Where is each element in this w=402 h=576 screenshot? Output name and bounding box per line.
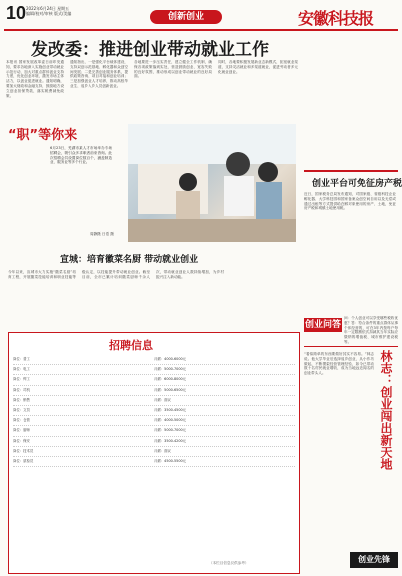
recruit-list [13,355,295,555]
editor-line: 编辑/校对/审核 版式/美编 [26,11,72,16]
recruit-cell: 岗位：销售 [13,397,30,402]
recruit-cell: 月薪：4000-6000元 [154,357,187,361]
linxiao-vertical-title: 林志：创业闯出新天地 [379,350,393,470]
recruit-cell: 岗位：质检员 [13,459,34,464]
issue-date: 2022年6月24日 星期五 [26,6,70,11]
section-tag: 创新创业 [150,10,222,24]
recruit-box [8,332,300,574]
main-article-col-4: 同时，各地要积极发展新业态新模式，拓宽就业渠道，支持灵活就业和多渠道就业，促进劳动者多元化就业创业。 [218,60,298,74]
recruit-row [13,457,295,467]
photo-caption: 6月23日，芜湖市某人才市场举办专场招聘会，吸引众多求职者前来咨询。此次招聘会共设置岗位数百个，涵盖制造业、服务业等多个行业。 [50,146,112,165]
qa-body: 问：个人创业可以享受哪些税收优惠？答：符合条件的重点群体从事个体经营的，可在3年内按每户每年一定限额依次扣减其当年实际应缴纳的增值税、城市维护建设税等。 [344,316,398,344]
recruit-cell: 月薪：面议 [154,397,171,402]
main-headline: 发改委：推进创业带动就业工作 [31,40,269,60]
recruit-cell: 月薪：5000-6500元 [154,387,187,392]
qa-label: 创业问答 [304,320,341,330]
recruit-row [13,426,295,436]
date-line [26,6,71,16]
recruit-title: 招聘信息 [109,339,153,352]
recruit-row [13,406,295,416]
recruit-cell: 岗位：文员 [13,408,30,413]
right-column-rule [304,170,398,172]
photo-story-title-block [8,124,100,146]
recruit-rows [13,355,295,467]
recruit-cell: 岗位：司机 [13,387,30,392]
linxiao-rule [304,346,398,347]
job-fair-photo [128,124,296,242]
recruit-cell: 月薪：3500-4200元 [154,438,187,443]
recruit-row [13,396,295,406]
recruit-cell: 岗位：厨师 [13,428,30,433]
recruit-row [13,447,295,457]
recruit-cell: 岗位：电工 [13,367,30,372]
right-story-body: 近日，国家税务总局发布通知，对国家级、省级科技企业孵化器、大学科技园和国家备案众创空间自用以及无偿或通过出租等方式提供给在孵对象使用的房产、土地，免征房产税和城镇土地使用税。 [304,192,396,211]
recruit-cell: 月薪：4500-5500元 [154,459,187,464]
main-article-col-2: 通知指出，一是强化平台载体建设，支持双创示范基地、孵化器和众创空间发展；二是完善创业服务体系，提供政策咨询、项目对接和创业培训；三是加强创业人才培养，推动高校毕业生、返乡入乡人员创新创业。 [70,60,128,88]
recruit-row [13,386,295,396]
recruit-cell: 岗位：仓管 [13,418,30,423]
xuancheng-body: 今年以来，宣城市大力实施“徽菜名厨”培育工程，开展徽菜技能培训和职业技能等级认定，以技能提升带动就业创业。截至目前，全市已累计培训徽菜厨师千余人次，带动就业创业人数持续增加，为乡村振兴注入新动能。 [8,270,224,279]
main-article-col-1: 本报讯 国家发展改革委日前印发通知，要求各地深入实施创业带动就业示范行动，加大对重点群体创业支持力度，优化创业环境，激发市场主体活力，以创业促进就业。通知明确，要加大财政和金融支持，鼓励地方设立创业担保贷款，落实税费减免政策。 [6,60,64,98]
recruit-footer: （本栏目信息仅供参考） [209,561,249,565]
recruit-row [13,437,295,447]
recruit-cell: 月薪：3500-4500元 [154,408,187,413]
photo-story-title: “职”等你来 [8,128,78,143]
photo-credit: 周静摄 日语 摄 [90,232,114,236]
paper-logo: 安徽科技报 [298,9,374,28]
page-number: 10 [6,3,27,23]
header-rule [4,29,398,31]
recruit-cell: 岗位：技术员 [13,448,34,453]
job-fair-photo-illustration [128,124,296,242]
recruit-cell: 岗位：普工 [13,357,30,361]
recruit-cell: 月薪：5000-7000元 [154,367,187,372]
recruit-row [13,375,295,385]
recruit-cell: 岗位：保安 [13,438,30,443]
linxiao-tag: 创业先锋 [350,552,398,568]
page-header [0,0,402,30]
recruit-cell: 月薪：4000-5000元 [154,418,187,423]
recruit-cell: 月薪：6000-8000元 [154,377,187,382]
main-article-col-3: 各地要进一步压实责任，建立健全工作机制，确保各项政策落到实处，营造鼓励创业、宽容失败的良好氛围，推动形成以创业带动就业的良好局面。 [134,60,212,79]
recruit-cell: 月薪：面议 [154,448,171,453]
right-story-headline: 创业平台可免征房产税 [312,179,402,189]
recruit-row [13,365,295,375]
recruit-row [13,355,295,365]
linxiao-body: “看似简单的东西要做好其实不容易。”林志说。他大学毕业后选择返乡创业，从小作坊做起，不断摸索经营管理经验，如今已带动数十名村民就业增收，成为当地远近闻名的创业带头人。 [304,352,374,376]
recruit-row [13,416,295,426]
recruit-cell: 岗位：焊工 [13,377,30,382]
recruit-cell: 月薪：5000-7000元 [154,428,187,433]
xuancheng-headline: 宣城：培育徽菜名厨 带动就业创业 [60,255,199,265]
